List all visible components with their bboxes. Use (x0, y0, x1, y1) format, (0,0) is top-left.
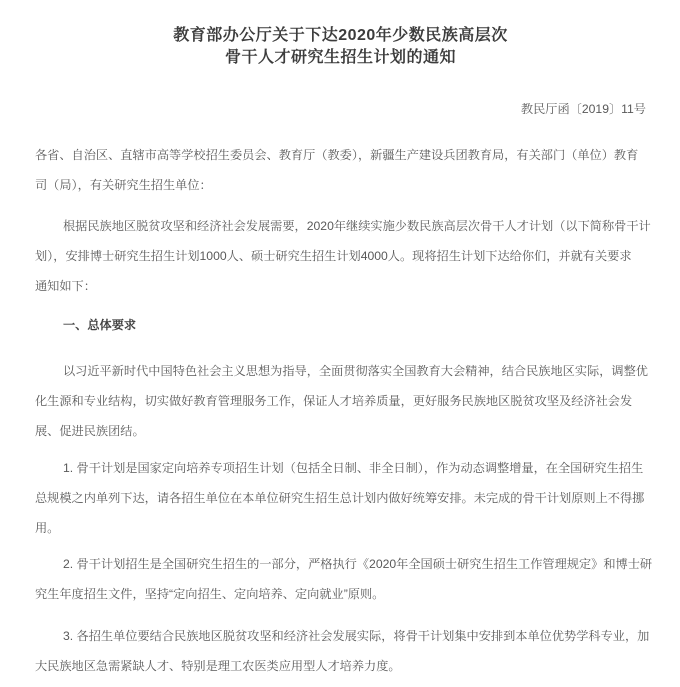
text-line: 以习近平新时代中国特色社会主义思想为指导，全面贯彻落实全国教育大会精神，结合民族地区实际，调整优 (63, 364, 648, 378)
intro-paragraph (35, 211, 651, 301)
text-line: 总规模之内单列下达，请各招生单位在本单位研究生招生总计划内做好统筹安排。未完成的骨干计划原则上不得挪 (35, 491, 645, 505)
text-line: 通知如下： (35, 279, 96, 293)
text-line: 划），安排博士研究生招生计划1000人、硕士研究生招生计划4000人。现将招生计划下达给你们，并就有关要求 (35, 249, 632, 263)
text-line: 3. 各招生单位要结合民族地区脱贫攻坚和经济社会发展实际，将骨干计划集中安排到本单位优势学科专业，加 (63, 629, 650, 643)
text-line: 展、促进民族团结。 (35, 424, 145, 438)
text-line: 大民族地区急需紧缺人才、特别是理工农医类应用型人才培养力度。 (35, 659, 401, 673)
section-1-item-2-paragraph (35, 549, 653, 609)
text-line: 1. 骨干计划是国家定向培养专项招生计划（包括全日制、非全日制），作为动态调整增量，在全国研究生招生 (63, 461, 644, 475)
section-1-item-3-paragraph (35, 621, 650, 681)
section-1-overview-paragraph (35, 356, 646, 446)
document-title (35, 25, 646, 69)
salutation-paragraph (35, 140, 646, 200)
section-1-item-1-paragraph (35, 453, 646, 543)
title-line-1: 教育部办公厅关于下达2020年少数民族高层次 (173, 27, 508, 44)
section-1-heading: 一、总体要求 (63, 318, 137, 332)
text-line: 根据民族地区脱贫攻坚和经济社会发展需要，2020年继续实施少数民族高层次骨干人才计划（以下简称骨干计 (63, 219, 651, 233)
text-line: 各省、自治区、直辖市高等学校招生委员会、教育厅（教委），新疆生产建设兵团教育局，有关部门（单位）教育 (35, 148, 639, 162)
document-number: 教民厅函〔2019〕11号 (520, 102, 646, 116)
text-line: 司（局），有关研究生招生单位： (35, 178, 212, 192)
text-line: 用。 (35, 521, 60, 535)
text-line: 化生源和专业结构，切实做好教育管理服务工作，保证人才培养质量，更好服务民族地区脱贫攻坚及经济社会发 (35, 394, 633, 408)
text-line: 究生年度招生文件，坚持“定向招生、定向培养、定向就业”原则。 (35, 587, 385, 601)
text-line: 2. 骨干计划招生是全国研究生招生的一部分，严格执行《2020年全国硕士研究生招生工作管理规定》和博士研 (63, 557, 653, 571)
title-line-2: 骨干人才研究生招生计划的通知 (224, 49, 456, 66)
